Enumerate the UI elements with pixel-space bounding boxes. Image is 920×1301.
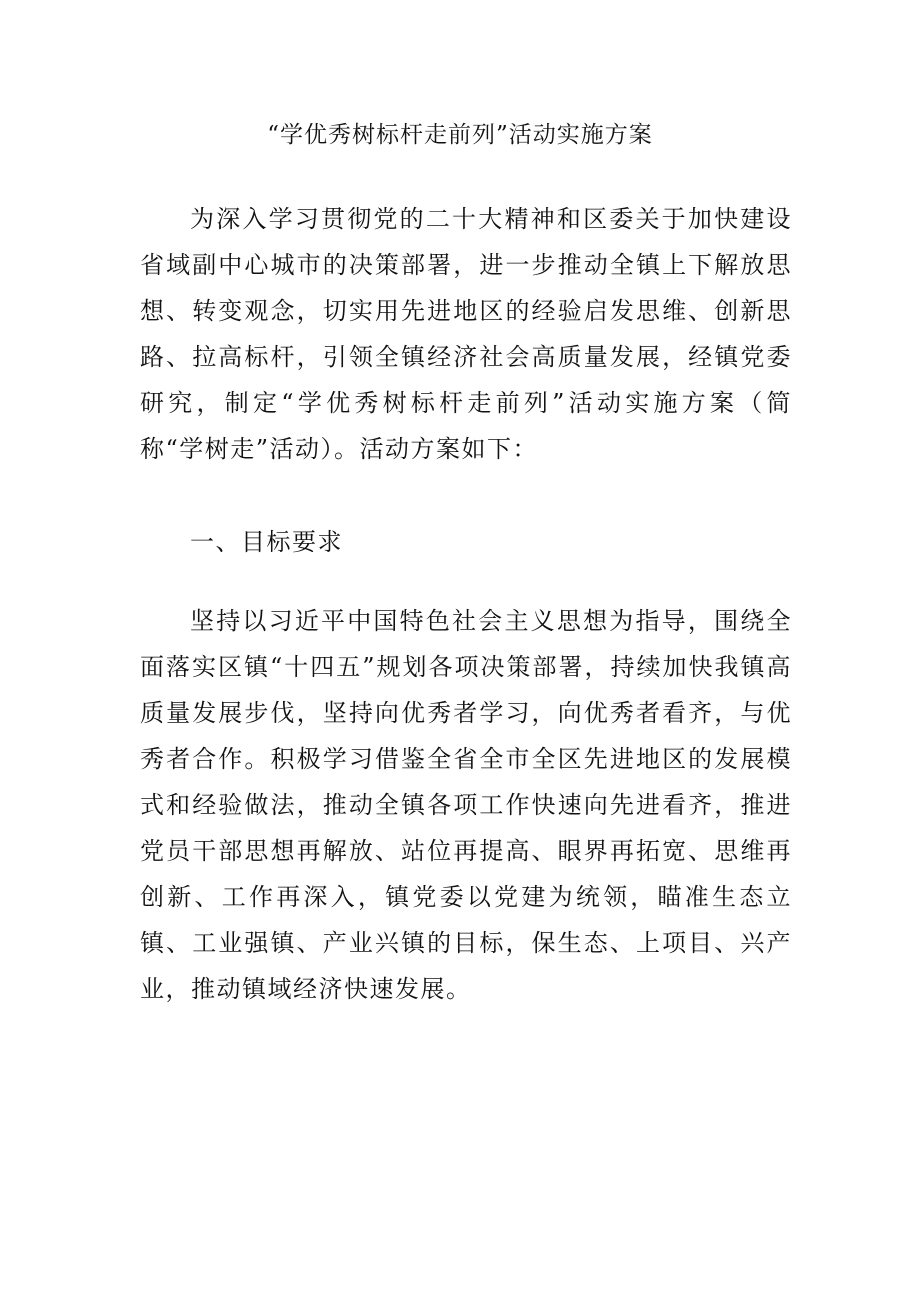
section-heading-goals: 一、目标要求 [190,528,343,556]
document-title: “学优秀树标杆走前列”活动实施方案 [267,122,653,148]
goals-paragraph: 坚持以习近平中国特色社会主义思想为指导，围绕全面落实区镇“十四五”规划各项决策部署，持续加快我镇高质量发展步伐，坚持向优秀者学习，向优秀者看齐，与优秀者合作。积极学习借鉴全省全市全区先进地区的发展模式和经验做法，推动全镇各项工作快速向先进看齐，推进党员干部思想再解放、站位再提高、眼界再拓宽、思维再创新、工作再深入，镇党委以党建为统领，瞄准生态立镇、工业强镇、产业兴镇的目标，保生态、上项目、兴产业，推动镇域经济快速发展。 [140,607,792,1003]
intro-paragraph: 为深入学习贯彻党的二十大精神和区委关于加快建设省域副中心城市的决策部署，进一步推动全镇上下解放思想、转变观念，切实用先进地区的经验启发思维、创新思路、拉高标杆，引领全镇经济社会高质量发展，经镇党委研究，制定“学优秀树标杆走前列”活动实施方案（简称“学树走”活动）。活动方案如下： [140,205,792,463]
